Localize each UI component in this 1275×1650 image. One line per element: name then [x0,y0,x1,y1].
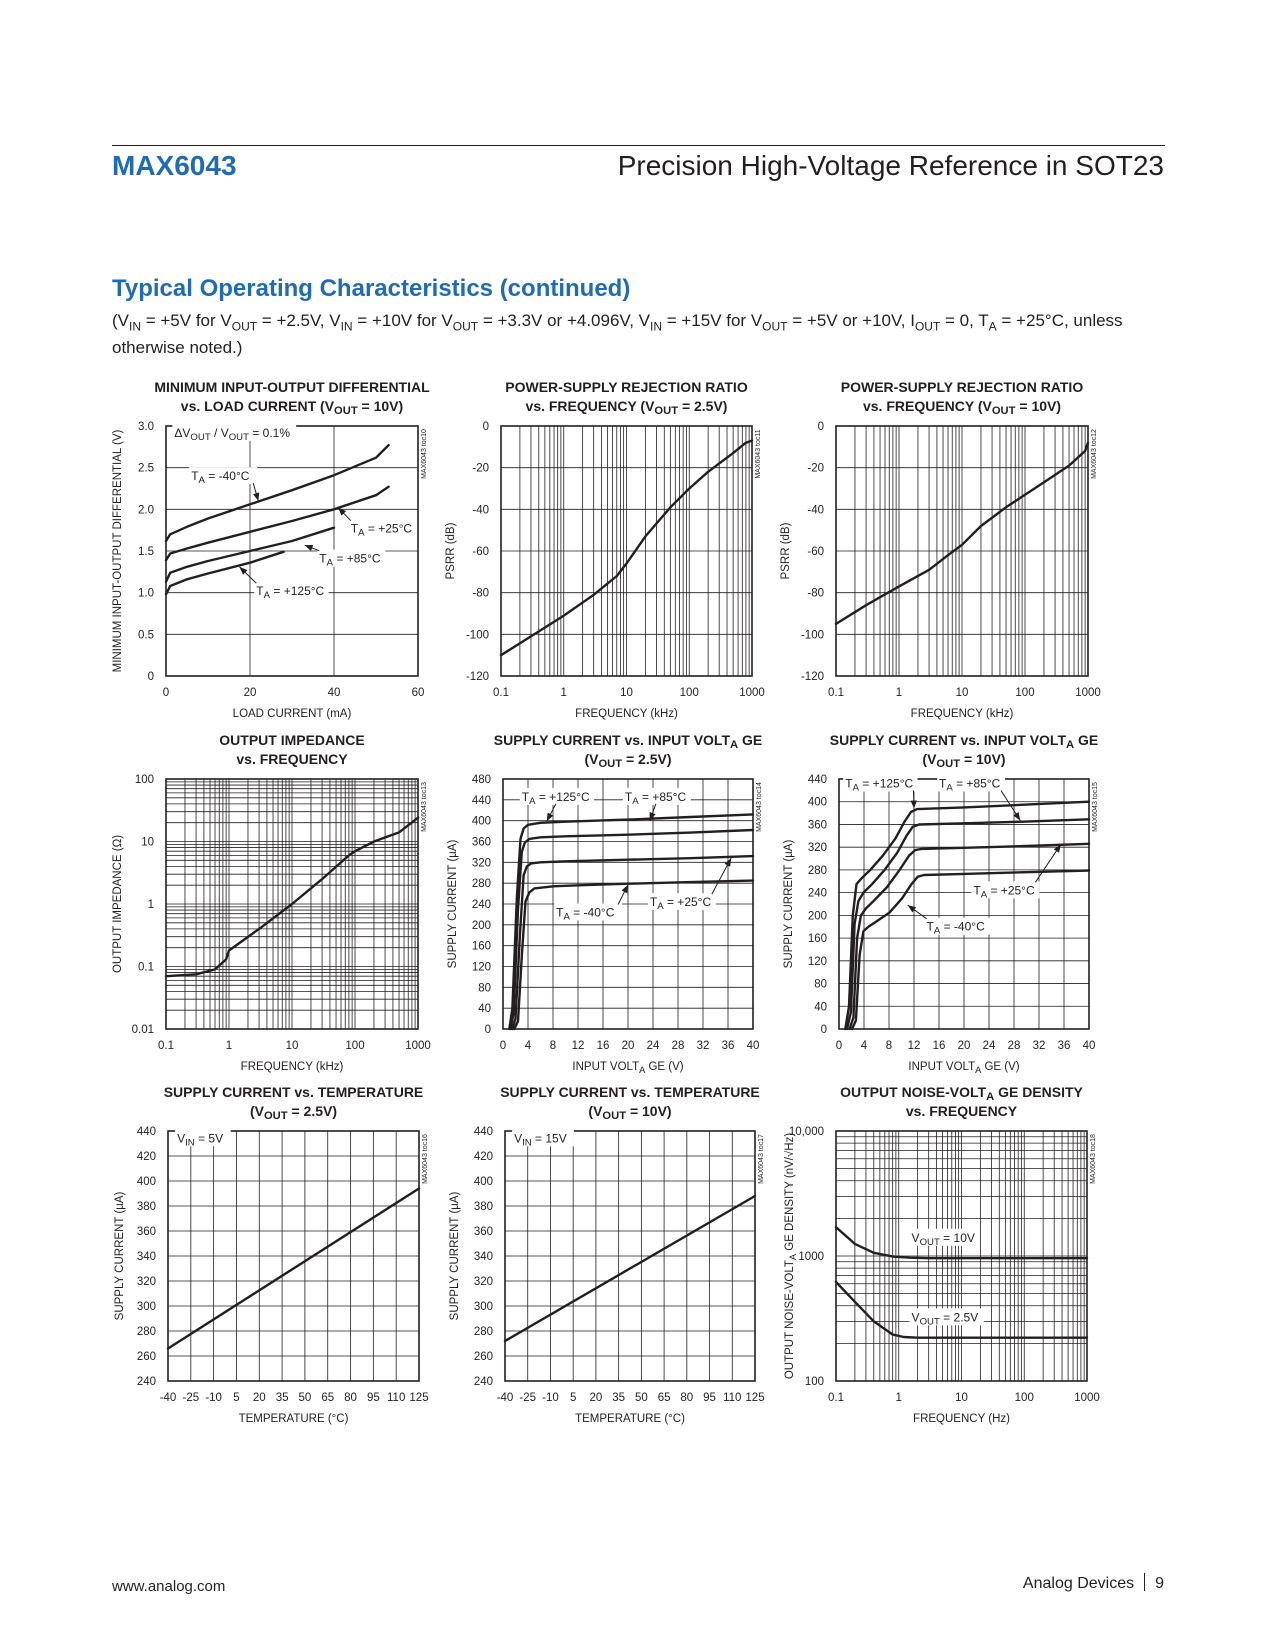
y-tick-label: 360 [136,1226,156,1238]
x-tick-label: 28 [1007,1040,1021,1052]
part-number: MAX6043 [112,150,237,181]
y-tick-label: 320 [136,1276,156,1288]
y-tick-label: -20 [807,462,824,475]
y-tick-label: 200 [807,910,827,923]
annotation-label: $T_A = +125^\circ C$ [521,789,590,807]
chart-title: $(V_{OUT} = 2.5V)$ [249,1103,338,1122]
y-tick-label: 280 [473,1326,493,1338]
chart-title: SUPPLY CURRENT vs. INPUT $VOLT_A$ GE [829,732,1099,751]
y-tick-label: 300 [136,1301,156,1313]
annotation-label: $T_A = -40^\circ C$ [926,919,985,937]
y-tick-label: 320 [473,1276,493,1288]
y-tick-label: 240 [136,1376,156,1388]
figure-id: MAX6043 toc17 [758,1134,765,1184]
y-tick-label: 1 [147,899,154,911]
y-tick-label: 260 [473,1351,493,1363]
footer-separator [1144,1573,1145,1591]
y-tick-label: 260 [136,1351,156,1363]
x-axis-label: FREQUENCY (Hz) [913,1413,1010,1425]
y-tick-label: 0 [482,421,489,433]
annotation-label: $T_A = +85^\circ C$ [624,789,687,807]
x-tick-label: 1000 [739,687,765,699]
annotation-label: $T_A = +25^\circ C$ [973,883,1035,901]
x-tick-label: 24 [982,1040,996,1052]
series-line [509,814,753,1029]
x-tick-label: 16 [596,1040,610,1052]
y-tick-label: 320 [807,842,827,855]
annotation-label: $\Delta V_{OUT} / V_{OUT} = 0.1\%$ [174,425,291,443]
x-tick-label: 35 [275,1392,289,1404]
chart-title: vs. FREQUENCY [236,751,348,767]
y-tick-label: 10,000 [788,1126,824,1138]
annotation-label: $V_{IN} = 15V$ [514,1131,567,1149]
y-tick-label: -120 [800,671,824,683]
x-tick-label: 95 [703,1392,716,1404]
annotation-label: $T_A = -40^\circ C$ [191,469,250,487]
figure-id: MAX6043 toc18 [1090,1134,1097,1184]
y-tick-label: -80 [472,587,489,600]
x-tick-label: 125 [745,1392,765,1404]
y-tick-label: 360 [473,1226,493,1238]
y-tick-label: 400 [807,796,827,809]
x-tick-label: 100 [679,687,699,699]
annotation-label: $T_A = +25^\circ C$ [649,895,712,913]
x-tick-label: 20 [957,1040,971,1052]
chart-title: vs. FREQUENCY $(V_{OUT} = 10V)$ [862,398,1062,417]
annotation-label: $V_{IN} = 5V$ [177,1131,224,1149]
y-tick-label: 1.0 [138,587,154,600]
x-tick-label: 10 [285,1040,299,1052]
x-axis-label: TEMPERATURE (°C) [575,1413,685,1425]
x-tick-label: 40 [1082,1040,1096,1052]
x-tick-label: -25 [519,1392,537,1404]
x-tick-label: 50 [298,1392,312,1404]
y-tick-label: 100 [804,1376,824,1388]
y-tick-label: 0.01 [131,1024,154,1036]
y-tick-label: 0 [820,1024,827,1036]
y-tick-label: -60 [472,546,489,558]
x-tick-label: 1000 [1074,1392,1100,1404]
x-tick-label: 28 [671,1040,685,1052]
x-tick-label: 110 [387,1392,406,1404]
y-tick-label: 1000 [798,1251,824,1263]
y-tick-label: 360 [471,836,491,849]
y-tick-label: 280 [471,878,491,891]
chart-title: POWER-SUPPLY REJECTION RATIO [505,379,748,395]
x-tick-label: 40 [746,1040,760,1052]
x-tick-label: 20 [589,1392,603,1404]
footer-company [1023,1573,1164,1593]
y-tick-label: -40 [807,504,824,517]
company-name: Analog Devices [1022,1575,1135,1592]
chart-toc14 [447,732,763,1075]
x-tick-label: 0.1 [828,1392,844,1404]
y-tick-label: 0 [484,1024,491,1036]
x-tick-label: 0.1 [828,687,844,699]
x-tick-label: 1 [225,1040,233,1052]
annotation-arrowhead [908,905,916,912]
page-number: 9 [1155,1575,1164,1592]
y-tick-label: 100 [134,774,154,786]
chart-title: SUPPLY CURRENT vs. TEMPERATURE [500,1084,760,1100]
y-tick-label: 80 [814,978,827,991]
x-tick-label: 125 [409,1392,429,1404]
x-tick-label: 80 [344,1392,357,1404]
footer-url[interactable]: www.analog.com [112,1578,226,1595]
x-axis-label: FREQUENCY (kHz) [575,708,678,720]
x-tick-label: 8 [885,1040,893,1052]
x-tick-label: 1000 [405,1040,431,1052]
x-tick-label: 16 [932,1040,946,1052]
x-tick-label: 0 [835,1040,843,1052]
x-axis-label: INPUT $VOLT_A$ GE (V) [572,1061,684,1075]
y-tick-label: 200 [471,919,491,932]
x-tick-label: 24 [646,1040,660,1052]
x-axis-label: FREQUENCY (kHz) [240,1061,344,1073]
annotation-arrowhead [622,885,628,894]
y-tick-label: -40 [472,504,489,517]
y-axis-label: SUPPLY CURRENT (µA) [449,1191,461,1321]
x-tick-label: 80 [680,1392,694,1404]
y-tick-label: -120 [465,671,489,683]
document-title: Precision High-Voltage Reference in SOT23 [617,150,1164,181]
x-tick-label: 65 [321,1392,335,1404]
x-tick-label: 95 [366,1392,380,1404]
x-tick-label: 1 [895,687,903,699]
y-tick-label: 420 [473,1151,493,1163]
y-tick-label: 1.5 [138,546,154,558]
x-tick-label: 8 [549,1040,557,1052]
y-tick-label: 480 [471,774,491,786]
y-tick-label: 440 [473,1126,493,1138]
annotation-label: $T_A = +25^\circ C$ [350,521,413,539]
x-axis-label: INPUT $VOLT_A$ GE (V) [908,1061,1020,1075]
y-tick-label: 300 [473,1301,493,1313]
y-tick-label: 3.0 [138,421,154,433]
y-tick-label: 440 [471,794,491,807]
y-tick-label: 420 [136,1151,156,1163]
x-tick-label: -40 [496,1392,514,1404]
chart-title: SUPPLY CURRENT vs. INPUT $VOLT_A$ GE [493,732,763,751]
section-heading: Typical Operating Characteristics (continued) [112,275,631,302]
series-line [168,1189,419,1349]
chart-title: SUPPLY CURRENT vs. TEMPERATURE [163,1084,424,1100]
y-tick-label: 0.1 [138,961,154,974]
y-tick-label: 400 [473,1176,493,1188]
figure-id: MAX6043 toc11 [755,429,762,479]
x-tick-label: 36 [721,1040,735,1052]
x-tick-label: 1000 [1075,687,1101,699]
y-tick-label: 160 [471,940,491,953]
y-tick-label: 2.5 [138,462,154,475]
x-tick-label: 12 [907,1040,921,1052]
y-tick-label: 0 [817,421,824,433]
y-tick-label: 360 [807,819,827,832]
chart-title: MINIMUM INPUT-OUTPUT DIFFERENTIAL [154,379,430,395]
x-tick-label: 100 [345,1040,365,1052]
x-tick-label: -10 [542,1392,559,1404]
x-tick-label: 0.1 [158,1040,174,1052]
x-tick-label: 60 [411,687,425,699]
y-tick-label: 280 [807,864,827,877]
x-tick-label: -25 [182,1392,200,1404]
annotation-label: $T_A = -40^\circ C$ [556,905,615,923]
y-tick-label: 440 [136,1126,156,1138]
figure-id: MAX6043 toc13 [421,782,428,832]
annotation-label: $T_A = +125^\circ C$ [256,584,325,602]
series-line [852,871,1089,1030]
y-tick-label: 380 [473,1201,493,1213]
annotation-label: $V_{OUT} = 2.5V$ [911,1310,979,1328]
x-tick-label: 20 [252,1392,266,1404]
chart-title: OUTPUT NOISE-$VOLT_A$ GE DENSITY [840,1084,1083,1103]
x-tick-label: 10 [620,687,633,699]
y-axis-label: SUPPLY CURRENT (µA) [783,839,795,969]
y-tick-label: 10 [141,836,154,849]
chart-toc17 [449,1084,765,1425]
annotation-arrowhead [547,813,554,822]
figure-id: MAX6043 toc12 [1091,429,1098,479]
y-axis-label: OUTPUT IMPEDANCE (Ω) [112,834,124,974]
x-tick-label: 20 [621,1040,635,1052]
chart-toc18 [783,1084,1100,1425]
x-tick-label: 32 [1032,1040,1046,1052]
chart-title: $(V_{OUT} = 10V)$ [922,751,1006,770]
x-tick-label: 12 [571,1040,585,1052]
x-axis-label: TEMPERATURE (°C) [238,1413,349,1425]
x-tick-label: 65 [657,1392,671,1404]
chart-title: $(V_{OUT} = 2.5V)$ [584,751,672,770]
y-axis-label: SUPPLY CURRENT (µA) [447,839,459,969]
y-tick-label: 440 [807,774,827,786]
y-tick-label: 240 [473,1376,493,1388]
x-tick-label: 0.1 [493,687,509,699]
x-tick-label: 10 [955,1392,968,1404]
x-tick-label: 100 [1014,1392,1034,1404]
y-tick-label: -80 [807,587,824,600]
y-tick-label: 40 [814,1001,827,1014]
y-axis-label: PSRR (dB) [780,522,792,580]
x-tick-label: 5 [569,1392,577,1404]
x-tick-label: 1 [560,687,567,699]
y-tick-label: 80 [478,982,491,995]
y-axis-label: PSRR (dB) [445,522,457,580]
chart-title: $(V_{OUT} = 10V)$ [588,1103,672,1122]
chart-toc10 [112,379,430,720]
y-tick-label: 120 [807,955,827,968]
y-tick-label: 0.5 [138,629,154,642]
y-tick-label: 400 [136,1176,156,1188]
series-line [505,1196,755,1341]
y-axis-label: OUTPUT NOISE-$VOLT_A$ GE DENSITY (nV/√Hz) [784,1132,798,1380]
figure-id: MAX6043 toc14 [756,782,763,832]
x-tick-label: -10 [205,1392,222,1404]
x-tick-label: 5 [233,1392,240,1404]
y-tick-label: -100 [800,629,824,642]
y-tick-label: 340 [136,1251,156,1263]
chart-title: POWER-SUPPLY REJECTION RATIO [840,379,1084,395]
x-tick-label: 35 [612,1392,626,1404]
x-tick-label: 4 [860,1040,868,1052]
annotation-arrowhead [305,545,314,551]
chart-title: vs. FREQUENCY $(V_{OUT} = 2.5V)$ [525,398,728,417]
annotation-arrowhead [253,492,259,501]
y-tick-label: 320 [471,857,491,870]
x-tick-label: 50 [634,1392,648,1404]
x-tick-label: 20 [243,687,257,699]
x-tick-label: 0 [162,687,170,699]
annotation-label: $T_A = +85^\circ C$ [939,776,1001,794]
chart-toc11 [445,379,765,720]
x-axis-label: FREQUENCY (kHz) [910,708,1014,720]
y-tick-label: 40 [478,1003,491,1016]
y-tick-label: -60 [807,546,824,558]
x-tick-label: 32 [696,1040,710,1052]
figure-id: MAX6043 toc15 [1092,782,1099,832]
y-tick-label: 240 [807,887,827,900]
x-tick-label: 10 [955,687,969,699]
chart-toc16 [114,1084,429,1425]
y-axis-label: SUPPLY CURRENT (µA) [114,1191,126,1321]
x-tick-label: 100 [1015,687,1035,699]
y-tick-label: 240 [471,899,491,911]
chart-title: OUTPUT IMPEDANCE [219,732,365,748]
y-tick-label: 280 [136,1326,156,1338]
annotation-arrowhead [911,800,917,808]
chart-toc12 [780,379,1101,720]
y-tick-label: -20 [472,462,489,475]
y-tick-label: -100 [465,629,489,642]
x-tick-label: -40 [159,1392,177,1404]
test-conditions: ($V_{IN} = +5V$ for $V_{OUT} = +2.5V$, $V_{IN} = +10V$ for $V_{OUT} = +3.3V$ or +4.096V, $V_{IN} = +15V$ for $V_{OUT} = +5V$ or +10V, $I_{OUT} = 0$, $T_A = +25^\circ C$, unless otherwise noted.) [112,311,1123,358]
x-tick-label: 40 [327,687,341,699]
chart-title: vs. LOAD CURRENT $(V_{OUT} = 10V)$ [180,398,404,417]
chart-toc15 [783,732,1099,1075]
annotation-label: $T_A = +125^\circ C$ [845,776,914,794]
y-tick-label: 380 [136,1201,156,1213]
x-tick-label: 110 [723,1392,742,1404]
y-axis-label: MINIMUM INPUT-OUTPUT DIFFERENTIAL (V) [112,429,124,673]
annotation-label: $V_{OUT} = 10V$ [911,1230,975,1248]
y-tick-label: 0 [147,671,154,683]
x-tick-label: 36 [1057,1040,1071,1052]
x-tick-label: 0 [499,1040,507,1052]
y-tick-label: 120 [471,961,491,974]
x-axis-label: LOAD CURRENT (mA) [232,708,352,720]
y-tick-label: 340 [473,1251,493,1263]
y-tick-label: 400 [471,815,491,828]
annotation-label: $T_A = +85^\circ C$ [319,551,381,569]
x-tick-label: 1 [895,1392,902,1404]
x-tick-label: 4 [524,1040,532,1052]
y-tick-label: 160 [807,933,827,946]
figure-id: MAX6043 toc16 [422,1134,429,1184]
series-line [514,881,753,1029]
figure-id: MAX6043 toc10 [421,429,428,479]
chart-toc13 [112,732,431,1073]
y-tick-label: 2.0 [138,504,154,517]
chart-title: vs. FREQUENCY [905,1103,1018,1119]
